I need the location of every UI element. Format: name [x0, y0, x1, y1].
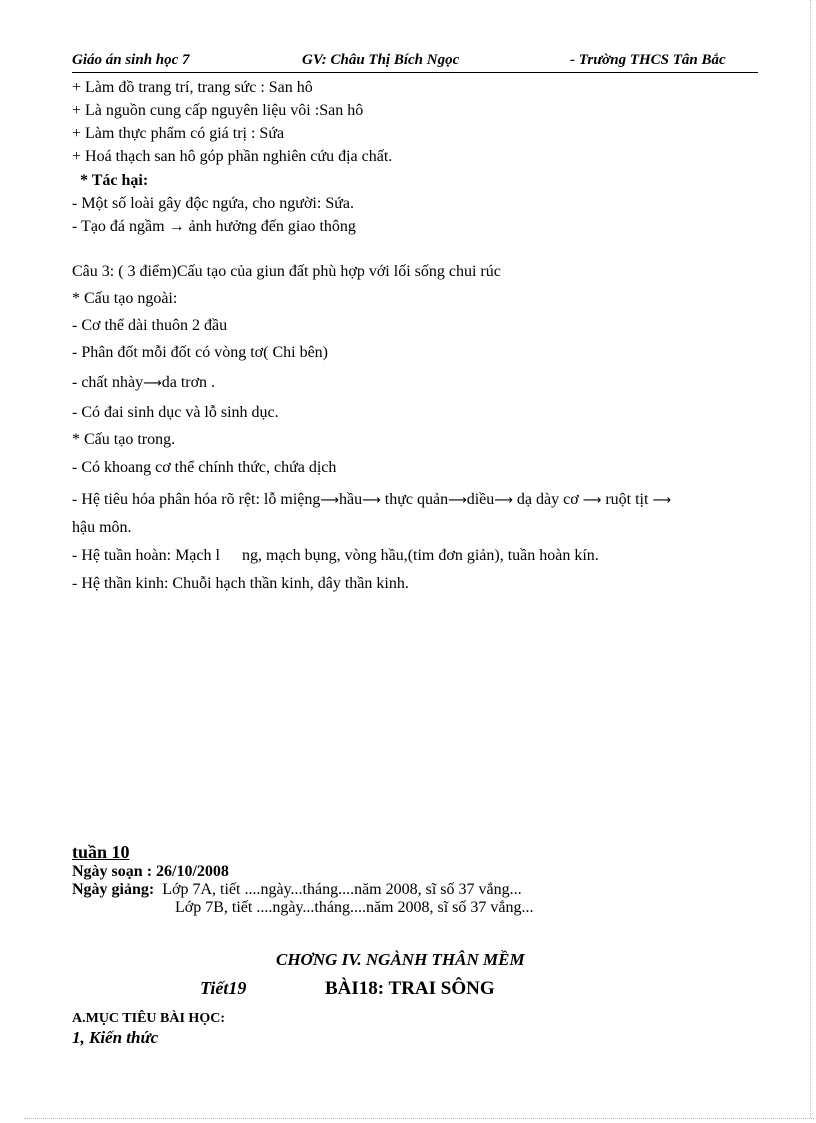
- harm-item: - Tạo đá ngầm → ảnh hưởng đến giao thông: [72, 218, 356, 235]
- structure-item-mucus: [72, 373, 215, 394]
- digestive-part: hầu: [339, 491, 363, 508]
- digestive-part: thực quản: [380, 491, 449, 508]
- digestive-part: dạ dày cơ: [512, 491, 583, 508]
- external-structure-heading: * Cấu tạo ngoài:: [72, 290, 178, 307]
- prep-date-value: : 26/10/2008: [142, 863, 229, 880]
- circulatory-part: - Hệ tuần hoàn: Mạch l: [72, 547, 220, 564]
- arrow-icon: ⟶: [652, 493, 672, 508]
- arrow-icon: ⟶: [582, 493, 602, 508]
- arrow-icon: ⟶: [143, 376, 162, 391]
- structure-item: - Có đai sinh dục và lỗ sinh dục.: [72, 404, 279, 421]
- objectives-heading: A.MỤC TIÊU BÀI HỌC:: [72, 1011, 225, 1026]
- circulatory-part: ng, mạch bụng, vòng hầu,(tim đơn giản), tuần hoàn kín.: [241, 547, 599, 564]
- class-7a: Lớp 7A, tiết ....ngày...tháng....năm 2008, sĩ số 37 vắng...: [162, 881, 522, 898]
- prep-date: [72, 862, 229, 882]
- mucus-result: da trơn .: [161, 374, 216, 391]
- benefit-item: + Làm đồ trang trí, trang sức : San hô: [72, 79, 313, 96]
- arrow-icon: ⟶: [448, 493, 467, 508]
- digestive-part: diều: [466, 491, 495, 508]
- teaching-date-a: [72, 880, 522, 900]
- circulatory-system: [72, 546, 599, 566]
- structure-item: - Cơ thể dài thuôn 2 đầu: [72, 317, 228, 334]
- mucus-text: - chất nhày: [72, 374, 144, 391]
- structure-item: - Phân đốt mỗi đốt có vòng tơ( Chi bên): [72, 344, 328, 361]
- benefit-item: + Là nguồn cung cấp nguyên liệu vôi :San hô: [72, 102, 364, 119]
- arrow-icon: ⟶: [320, 493, 340, 508]
- harm-heading: * Tác hại:: [80, 172, 149, 189]
- arrow-icon: ⟶: [362, 493, 381, 508]
- benefit-item: + Hoá thạch san hô góp phần nghiên cứu địa chất.: [72, 148, 393, 165]
- page-bottom-border: [24, 1118, 814, 1119]
- harm-item: - Một số loài gây độc ngứa, cho người: Sứa.: [72, 195, 354, 212]
- benefit-item: + Làm thực phẩm có giá trị : Sứa: [72, 125, 285, 142]
- lesson-title: BÀI18: TRAI SÔNG: [325, 978, 495, 999]
- header-school: - Trường THCS Tân Bắc: [570, 52, 726, 68]
- header-subject: Giáo án sinh học 7: [72, 52, 190, 68]
- digestive-part: - Hệ tiêu hóa phân hóa rõ rệt: lỗ miệng: [72, 491, 321, 508]
- page-header: [72, 52, 758, 73]
- prep-date-label: Ngày soạn: [72, 863, 143, 880]
- digestive-part: ruột tịt: [601, 491, 653, 508]
- lesson-period: Tiết19: [200, 978, 247, 998]
- chapter-title: CHƠNG IV. NGÀNH THÂN MỀM: [276, 950, 525, 969]
- class-7b: Lớp 7B, tiết ....ngày...tháng....năm 2008, sĩ số 37 vắng...: [175, 899, 534, 916]
- arrow-icon: ⟶: [494, 493, 513, 508]
- teaching-date-label: Ngày giảng:: [72, 881, 155, 898]
- structure-item: - Có khoang cơ thể chính thức, chứa dịch: [72, 459, 337, 476]
- question-3: Câu 3: ( 3 điểm)Cấu tạo của giun đất phù hợp với lối sống chui rúc: [72, 263, 501, 280]
- digestive-system: [72, 490, 671, 511]
- page-right-border: [810, 0, 811, 1118]
- internal-structure-heading: * Cấu tạo trong.: [72, 431, 176, 448]
- nervous-system: - Hệ thần kinh: Chuỗi hạch thần kinh, dây thần kinh.: [72, 575, 409, 592]
- digestive-end: hậu môn.: [72, 519, 132, 536]
- knowledge-heading: 1, Kiến thức: [72, 1028, 159, 1047]
- header-teacher: GV: Châu Thị Bích Ngọc: [302, 52, 460, 68]
- week-title: tuần 10: [72, 842, 130, 862]
